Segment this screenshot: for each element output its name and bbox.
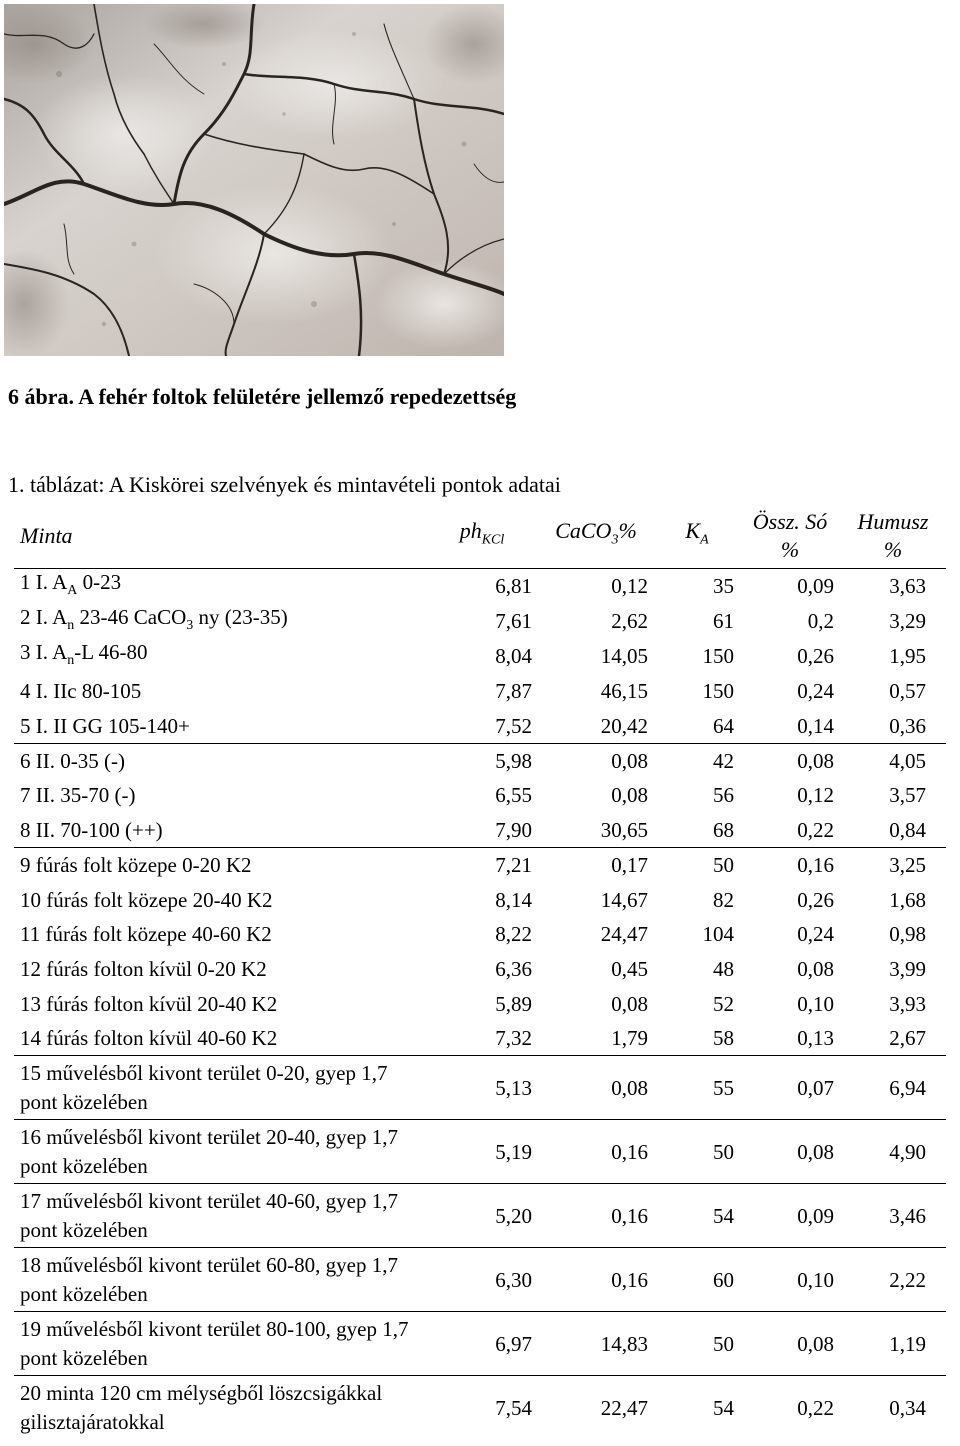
cell-minta: 11 fúrás folt közepe 40-60 K2 — [20, 922, 272, 947]
cell-ka: 48 — [713, 956, 734, 981]
cell-ka: 82 — [713, 887, 734, 912]
cell-minta: 12 fúrás folton kívül 0-20 K2 — [20, 956, 267, 981]
soil-crack-photo — [4, 4, 504, 356]
cell-ph: 7,52 — [495, 713, 532, 738]
cell-humusz: 3,63 — [889, 574, 926, 599]
cell-caco3: 0,08 — [611, 991, 648, 1016]
table-row — [14, 1184, 946, 1248]
cell-humusz: 0,34 — [889, 1395, 926, 1420]
cell-caco3: 0,16 — [611, 1139, 648, 1164]
cell-ph: 6,81 — [495, 574, 532, 599]
cell-minta: 7 II. 35-70 (-) — [20, 783, 136, 808]
cell-ossz-so: 0,13 — [797, 1026, 834, 1051]
cell-ka: 54 — [713, 1395, 734, 1420]
cell-ph: 5,20 — [495, 1203, 532, 1228]
header-minta: Minta — [20, 522, 73, 548]
cell-humusz: 1,19 — [889, 1331, 926, 1356]
table-row — [14, 604, 946, 639]
cell-ossz-so: 0,24 — [797, 922, 834, 947]
cell-ph: 6,97 — [495, 1331, 532, 1356]
table-title: 1. táblázat: A Kiskörei szelvények és mintavételi pontok adatai — [8, 472, 561, 497]
cell-ka: 56 — [713, 783, 734, 808]
cell-caco3: 0,45 — [611, 956, 648, 981]
cell-ossz-so: 0,09 — [797, 1203, 834, 1228]
cell-humusz: 2,67 — [889, 1026, 926, 1051]
cell-ossz-so: 0,22 — [797, 817, 834, 842]
cell-ph: 5,13 — [495, 1075, 532, 1100]
cell-humusz: 3,57 — [889, 783, 926, 808]
cell-ph: 7,90 — [495, 817, 532, 842]
cell-humusz: 1,95 — [889, 644, 926, 669]
cell-minta: 10 fúrás folt közepe 20-40 K2 — [20, 887, 273, 912]
cell-ph: 7,61 — [495, 609, 532, 634]
cell-ka: 35 — [713, 574, 734, 599]
cell-ph: 5,19 — [495, 1139, 532, 1164]
cell-humusz: 3,25 — [889, 853, 926, 878]
cell-minta: 2 I. $A_n$ 23-46 CaCO$_3$ ny (23-35) — [20, 604, 288, 633]
cell-humusz: 4,90 — [889, 1139, 926, 1164]
cell-ka: 42 — [713, 749, 734, 774]
cell-ka: 50 — [713, 1331, 734, 1356]
cell-humusz: 0,98 — [889, 922, 926, 947]
cell-humusz: 0,36 — [889, 713, 926, 738]
cell-ossz-so: 0,22 — [797, 1395, 834, 1420]
cell-ossz-so: 0,10 — [797, 1267, 834, 1292]
cell-minta: 3 I. $A_n-L$ 46-80 — [20, 639, 148, 669]
cell-caco3: 30,65 — [600, 817, 648, 842]
cell-minta: 5 I. II GG 105-140+ — [20, 713, 190, 738]
cell-minta: 6 II. 0-35 (-) — [20, 749, 125, 774]
cell-ka: 64 — [713, 713, 734, 738]
cell-caco3: 0,12 — [611, 574, 648, 599]
cell-ph: 6,55 — [495, 783, 532, 808]
cell-minta: 16 művelésből kivont terület 20-40, gyep 1,7 pont közelében — [20, 1124, 398, 1178]
cell-humusz: 0,57 — [889, 679, 926, 704]
cell-ka: 50 — [713, 853, 734, 878]
cell-caco3: 22,47 — [600, 1395, 648, 1420]
cell-ossz-so: 0,26 — [797, 887, 834, 912]
table-row — [14, 778, 946, 813]
cell-minta: 20 minta 120 cm mélységből löszcsigákkal gilisztajáratokkal — [20, 1380, 383, 1434]
header-humusz: Humusz % — [857, 508, 929, 562]
cell-ka: 55 — [713, 1075, 734, 1100]
cell-ph: 6,36 — [495, 956, 532, 981]
table-row — [14, 882, 946, 917]
cell-minta: 9 fúrás folt közepe 0-20 K2 — [20, 853, 252, 878]
cell-ph: 8,14 — [495, 887, 532, 912]
table-row — [14, 674, 946, 709]
header-ka: $K_A$ — [685, 518, 709, 548]
cell-humusz: 2,22 — [889, 1267, 926, 1292]
cell-minta: 18 művelésből kivont terület 60-80, gyep 1,7 pont közelében — [20, 1252, 398, 1306]
table-row — [14, 917, 946, 952]
cell-ph: 5,89 — [495, 991, 532, 1016]
cell-ph: 7,54 — [495, 1395, 532, 1420]
cell-ph: 7,21 — [495, 853, 532, 878]
cell-caco3: 0,16 — [611, 1203, 648, 1228]
table-row — [14, 1120, 946, 1184]
cell-caco3: 0,17 — [611, 853, 648, 878]
cell-humusz: 3,46 — [889, 1203, 926, 1228]
cell-humusz: 3,99 — [889, 956, 926, 981]
cell-caco3: 46,15 — [600, 679, 648, 704]
cell-caco3: 14,67 — [600, 887, 648, 912]
cell-caco3: 24,47 — [600, 922, 648, 947]
cell-ossz-so: 0,16 — [797, 853, 834, 878]
cell-ph: 7,32 — [495, 1026, 532, 1051]
cell-ossz-so: 0,09 — [797, 574, 834, 599]
cell-ph: 5,98 — [495, 749, 532, 774]
cell-humusz: 3,29 — [889, 609, 926, 634]
cell-ka: 52 — [713, 991, 734, 1016]
cell-ossz-so: 0,26 — [797, 644, 834, 669]
cell-humusz: 3,93 — [889, 991, 926, 1016]
cell-ossz-so: 0,08 — [797, 956, 834, 981]
header-ossz-so: Össz. Só % — [752, 508, 828, 562]
table-row — [14, 1376, 946, 1440]
cell-caco3: 1,79 — [611, 1026, 648, 1051]
cell-caco3: 0,08 — [611, 783, 648, 808]
cell-humusz: 6,94 — [889, 1075, 926, 1100]
table-row — [14, 1248, 946, 1312]
cell-minta: 8 II. 70-100 (++) — [20, 817, 163, 842]
cell-ka: 104 — [702, 922, 734, 947]
cell-ka: 68 — [713, 817, 734, 842]
figure-caption: 6 ábra. A fehér foltok felületére jellemző repedezettség — [8, 384, 517, 409]
cell-ossz-so: 0,2 — [807, 609, 834, 634]
table-header-row — [14, 504, 946, 568]
cell-ka: 61 — [713, 609, 734, 634]
cell-minta: 1 I. $A_A$ 0-23 — [20, 569, 122, 598]
cell-minta: 13 fúrás folton kívül 20-40 K2 — [20, 991, 278, 1016]
table-row — [14, 986, 946, 1021]
cell-ph: 6,30 — [495, 1267, 532, 1292]
cell-humusz: 1,68 — [889, 887, 926, 912]
cell-ossz-so: 0,10 — [797, 991, 834, 1016]
cell-ka: 50 — [713, 1139, 734, 1164]
cell-ka: 150 — [702, 644, 734, 669]
cell-humusz: 0,84 — [889, 817, 926, 842]
cell-caco3: 14,05 — [600, 644, 648, 669]
cell-ka: 150 — [702, 679, 734, 704]
cell-caco3: 0,08 — [611, 749, 648, 774]
table-row — [14, 639, 946, 674]
table-row — [14, 952, 946, 987]
cell-ossz-so: 0,12 — [797, 783, 834, 808]
cell-minta: 17 művelésből kivont terület 40-60, gyep 1,7 pont közelében — [20, 1188, 398, 1242]
cell-ph: 8,22 — [495, 922, 532, 947]
table-row — [14, 1056, 946, 1120]
cell-ossz-so: 0,08 — [797, 1139, 834, 1164]
cell-ossz-so: 0,07 — [797, 1075, 834, 1100]
cell-minta: 19 művelésből kivont terület 80-100, gyep 1,7 pont közelében — [20, 1316, 409, 1370]
table-row — [14, 1312, 946, 1376]
cell-ossz-so: 0,24 — [797, 679, 834, 704]
header-caco3: CaCO$_3$% — [555, 518, 637, 548]
cell-ka: 54 — [713, 1203, 734, 1228]
cell-ph: 8,04 — [495, 644, 532, 669]
table-row — [14, 1021, 946, 1056]
cell-minta: 14 fúrás folton kívül 40-60 K2 — [20, 1026, 278, 1051]
cell-minta: 15 művelésből kivont terület 0-20, gyep 1,7 pont közelében — [20, 1060, 388, 1114]
cell-ossz-so: 0,14 — [797, 713, 834, 738]
header-ph: $ph_{KCl}$ — [459, 518, 505, 548]
cell-ka: 58 — [713, 1026, 734, 1051]
cell-humusz: 4,05 — [889, 749, 926, 774]
cell-caco3: 0,08 — [611, 1075, 648, 1100]
table-row — [14, 813, 946, 848]
cell-caco3: 0,16 — [611, 1267, 648, 1292]
table-row — [14, 743, 946, 778]
cell-ossz-so: 0,08 — [797, 1331, 834, 1356]
cell-ossz-so: 0,08 — [797, 749, 834, 774]
cell-ka: 60 — [713, 1267, 734, 1292]
cell-caco3: 2,62 — [611, 609, 648, 634]
table-row — [14, 568, 946, 604]
cell-caco3: 20,42 — [600, 713, 648, 738]
table-row — [14, 709, 946, 744]
data-table — [14, 504, 946, 1440]
cell-minta: 4 I. IIc 80-105 — [20, 679, 142, 704]
cell-caco3: 14,83 — [600, 1331, 648, 1356]
table-row — [14, 848, 946, 883]
cell-ph: 7,87 — [495, 679, 532, 704]
